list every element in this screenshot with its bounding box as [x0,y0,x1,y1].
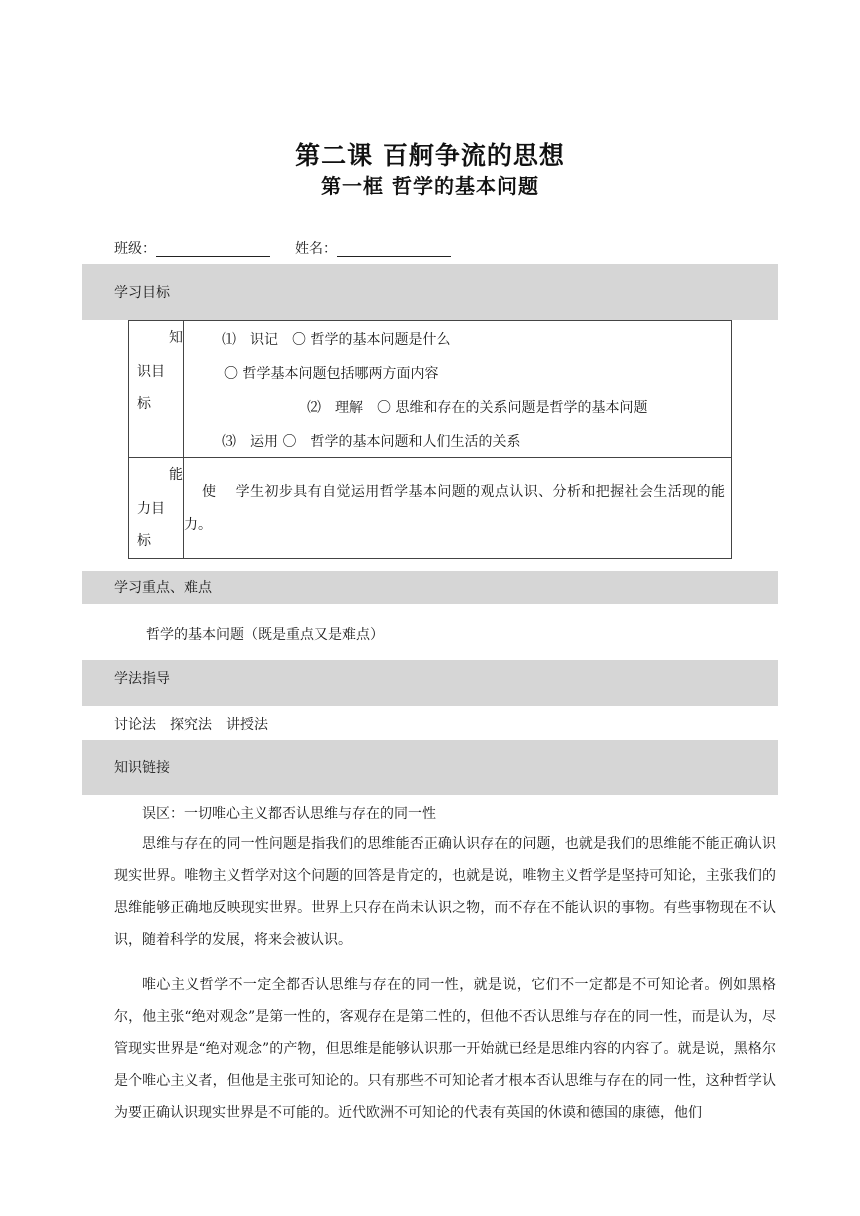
paragraph-2: 唯心主义哲学不一定全都否认思维与存在的同一性，就是说，它们不一定都是不可知论者。例如黑格尔，他主张“绝对观念”是第一性的，客观存在是第二性的，但他不否认思维与存在的同一性，而是认为，尽管现实世界是“绝对观念”的产物，但思维是能够认识那一开始就已经是思维内容的内容了。就是说，黑格尔是个唯心主义者，但他是主张可知论的。只有那些不可知论者才根本否认思维与存在的同一性，这种哲学认为要正确认识现实世界是不可能的。近代欧洲不可知论的代表有英国的休谟和德国的康德，他们 [114,977,776,1121]
section-links: 知识链接 [82,740,778,795]
methods-text: 讨论法 探究法 讲授法 [114,717,268,733]
name-blank [337,240,451,257]
knowledge-item: ⑶ 运用 〇 哲学的基本问题和人们生活的关系 [222,434,521,450]
key-points-text: 哲学的基本问题（既是重点又是难点） [146,627,384,643]
class-blank [156,240,270,257]
section-methods: 学法指导 [82,660,778,706]
name-label: 姓名： [295,241,337,257]
ability-goal-content [184,458,732,559]
page-subtitle: 第一框 哲学的基本问题 [321,174,539,198]
section-key-points: 学习重点、难点 [82,571,778,604]
knowledge-item: ⑵ 理解 〇 思维和存在的关系问题是哲学的基本问题 [307,400,648,416]
misconception-text: 误区：一切唯心主义都否认思维与存在的同一性 [142,806,436,822]
class-field [114,238,270,258]
page-title: 第二课 百舸争流的思想 [295,141,565,170]
goals-table [128,320,732,559]
section-goals: 学习目标 [82,264,778,320]
name-field [295,238,451,258]
paragraph-1: 思维与存在的同一性问题是指我们的思维能否正确认识存在的问题，也就是我们的思维能不能正确认识现实世界。唯物主义哲学对这个问题的回答是肯定的，也就是说，唯物主义哲学是坚持可知论，主张我们的思维能够正确地反映现实世界。世界上只存在尚未认识之物，而不存在不能认识的事物。有些事物现在不认识，随着科学的发展，将来会被认识。 [114,836,776,948]
knowledge-goal-content [184,321,732,458]
ability-goal-label: 能 力目 标 [129,458,184,559]
knowledge-item: ⑴ 识记 〇 哲学的基本问题是什么 [222,332,451,348]
class-label: 班级： [114,241,156,257]
knowledge-goal-label: 知 识目 标 [129,321,184,458]
knowledge-item: 〇 哲学基本问题包括哪两方面内容 [224,366,439,382]
ability-text: 使 学生初步具有自觉运用哲学基本问题的观点认识、分析和把握社会生活现的能力。 [184,484,725,533]
